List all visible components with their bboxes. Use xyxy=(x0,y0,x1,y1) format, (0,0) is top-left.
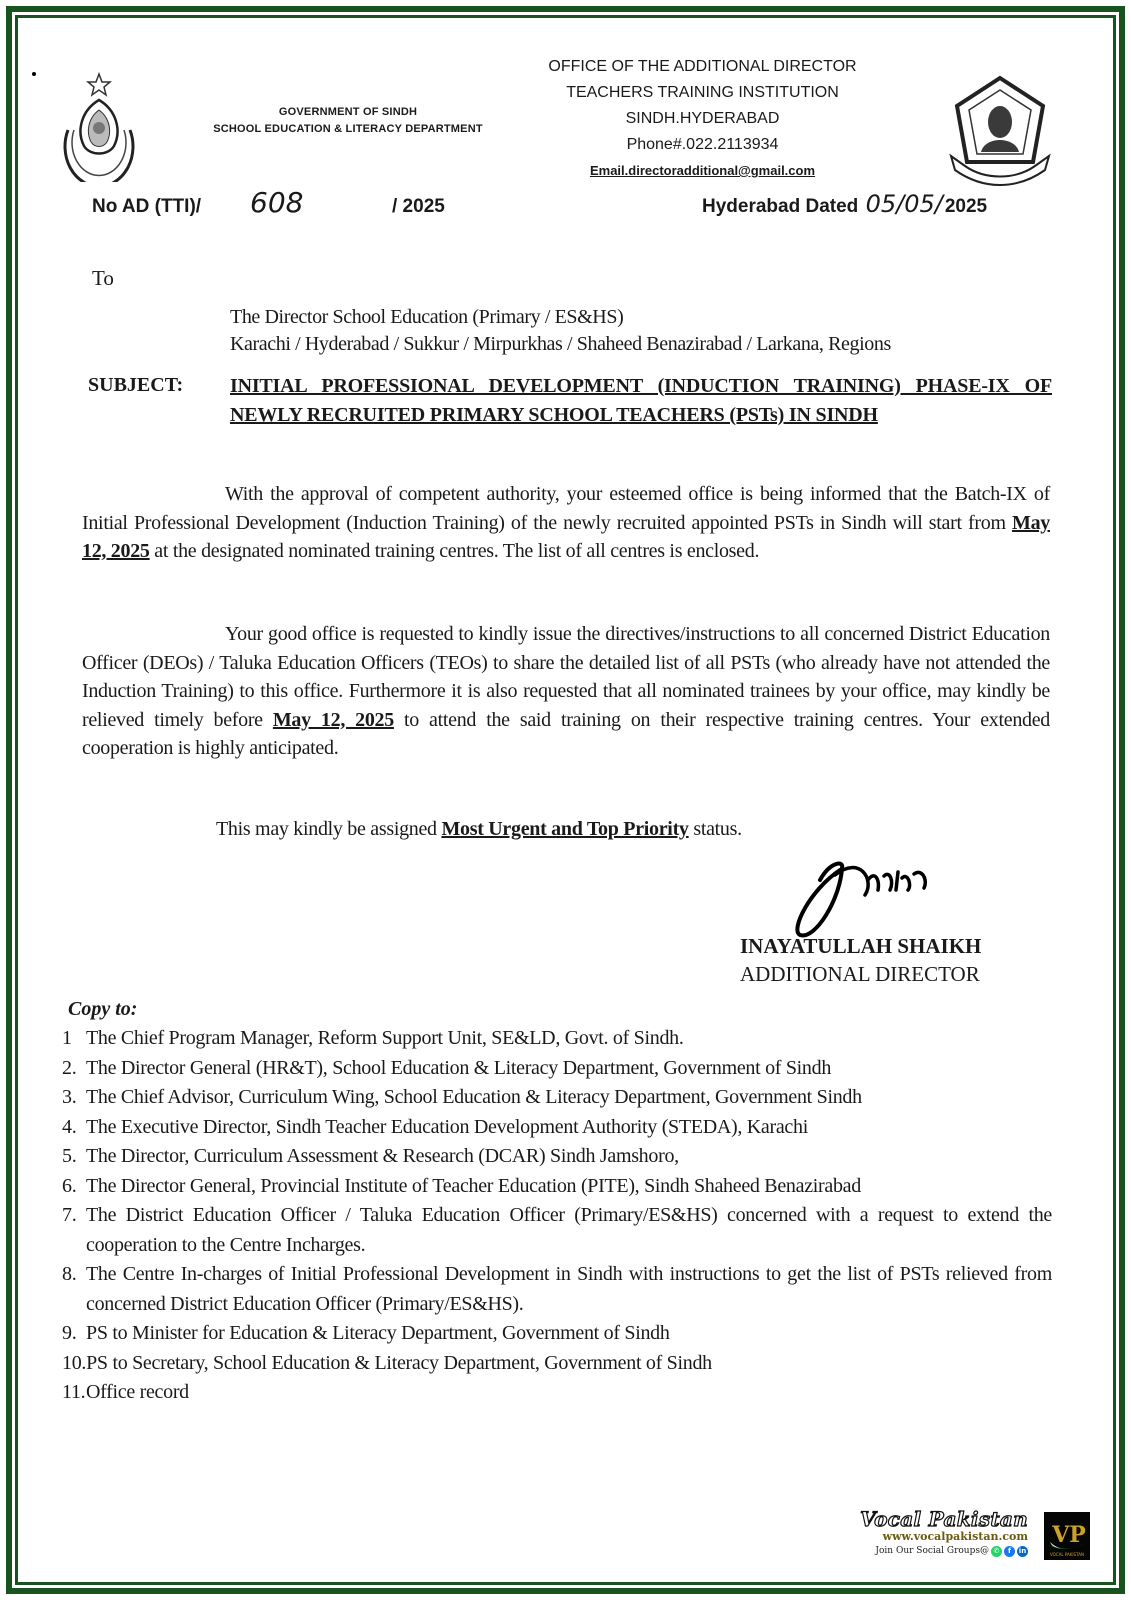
institution-line: TEACHERS TRAINING INSTITUTION xyxy=(566,84,839,101)
government-line: GOVERNMENT OF SINDH xyxy=(278,106,418,118)
copy-to-item-number: 6. xyxy=(62,1174,77,1197)
copy-to-item-text: The Chief Program Manager, Reform Support Unit, SE&LD, Govt. of Sindh. xyxy=(86,1027,684,1049)
social-groups-line xyxy=(836,1544,1028,1558)
location-line: SINDH.HYDERABAD xyxy=(625,110,780,127)
paragraph-text: With the approval of competent authority, your esteemed office is being informed that the Batch-IX of Initial Professional Development (Induction Training) of the newly recruited appointed PSTs in Sindh will start from xyxy=(82,483,1050,534)
paragraph-text: to attend the said training on their respective training centres. Your extended cooperation is highly anticipated. xyxy=(82,708,1050,759)
date-year: 2025 xyxy=(944,196,988,217)
logo-letters: VP xyxy=(1052,1522,1086,1548)
copy-to-item-number: 7. xyxy=(62,1204,77,1226)
copy-to-item-number: 1 xyxy=(62,1027,72,1049)
addressee xyxy=(230,304,891,358)
copy-to-item xyxy=(62,1024,1052,1054)
punch-mark xyxy=(32,72,36,76)
priority-line xyxy=(216,818,742,841)
copy-to-item xyxy=(62,1378,1052,1408)
date-handwritten: 05/05/ xyxy=(865,190,943,218)
signatory-title: ADDITIONAL DIRECTOR xyxy=(740,962,980,986)
subject-label: SUBJECT: xyxy=(88,374,184,396)
copy-to-item xyxy=(62,1349,1052,1379)
vocal-pakistan-watermark xyxy=(836,1508,1028,1558)
reference-year: / 2025 xyxy=(392,196,445,217)
copy-to-item-number: 8. xyxy=(62,1263,77,1285)
copy-to-item xyxy=(62,1201,1052,1260)
copy-to-item-number: 11. xyxy=(62,1381,86,1403)
facebook-icon[interactable]: f xyxy=(1004,1546,1015,1557)
copy-to-item-text: The Director General (HR&T), School Education & Literacy Department, Government of Sindh xyxy=(86,1056,832,1079)
sindh-government-emblem-icon xyxy=(58,70,140,182)
start-date: May 12, 2025 xyxy=(82,511,1050,562)
copy-to-item-text: The Centre In-charges of Initial Professional Development in Sindh with instructions to get the list of PSTs relieved from concerned District Education Officer (Primary/ES&HS). xyxy=(86,1263,1052,1315)
copy-to-item-number: 5. xyxy=(62,1145,77,1167)
copy-to-item xyxy=(62,1172,1052,1202)
copy-to-item-text: The Chief Advisor, Curriculum Wing, School Education & Literacy Department, Government Sindh xyxy=(86,1086,862,1108)
vocal-pakistan-url[interactable]: www.vocalpakistan.com xyxy=(882,1530,1028,1543)
copy-to-label: Copy to: xyxy=(68,998,138,1020)
reference-number: 608 xyxy=(250,186,304,219)
paragraph-text: at the designated nominated training centres. The list of all centres is enclosed. xyxy=(149,540,760,562)
whatsapp-icon[interactable]: ✆ xyxy=(991,1546,1002,1557)
copy-to-item-number: 2. xyxy=(62,1056,77,1079)
paragraph-approval xyxy=(82,480,1050,566)
copy-to-item-number: 4. xyxy=(62,1115,77,1138)
addressee-regions: Karachi / Hyderabad / Sukkur / Mirpurkhas / Shaheed Benazirabad / Larkana, Regions xyxy=(230,333,891,355)
copy-to-item xyxy=(62,1113,1052,1143)
copy-to-item-text: The Director, Curriculum Assessment & Research (DCAR) Sindh Jamshoro, xyxy=(86,1145,679,1167)
copy-to-item-text: PS to Secretary, School Education & Literacy Department, Government of Sindh xyxy=(86,1351,712,1374)
copy-to-item-text: The Director General, Provincial Institute of Teacher Education (PITE), Sindh Shaheed Benazirabad xyxy=(86,1174,861,1197)
signatory-name: INAYATULLAH SHAIKH xyxy=(740,934,982,958)
department-line: SCHOOL EDUCATION & LITERACY DEPARTMENT xyxy=(213,123,483,135)
office-line: OFFICE OF THE ADDITIONAL DIRECTOR xyxy=(548,58,857,75)
reference-number-label: No AD (TTI)/ xyxy=(92,196,202,217)
copy-to-item-text: Office record xyxy=(86,1381,189,1403)
to-label: To xyxy=(92,266,114,290)
date-label: Hyderabad Dated xyxy=(702,196,859,217)
copy-to-item-number: 3. xyxy=(62,1086,77,1108)
copy-to-item xyxy=(62,1319,1052,1349)
priority-text: status. xyxy=(688,818,742,840)
copy-to-item-text: PS to Minister for Education & Literacy Department, Government of Sindh xyxy=(86,1322,670,1344)
priority-text: This may kindly be assigned xyxy=(216,818,442,840)
copy-to-item xyxy=(62,1142,1052,1172)
logo-caption: VOCAL PAKISTAN xyxy=(1050,1552,1084,1557)
copy-to-item-number: 9. xyxy=(62,1322,77,1344)
phone-line: Phone#.022.2113934 xyxy=(626,136,779,153)
copy-to-item xyxy=(62,1083,1052,1113)
priority-status: Most Urgent and Top Priority xyxy=(441,818,689,840)
copy-to-item xyxy=(62,1260,1052,1319)
date-line xyxy=(702,190,987,218)
vocal-pakistan-logo-icon xyxy=(1044,1512,1090,1560)
signatory-block xyxy=(740,932,1020,988)
relieve-date: May 12, 2025 xyxy=(272,708,394,731)
government-heading xyxy=(188,104,508,138)
subject-text: INITIAL PROFESSIONAL DEVELOPMENT (INDUCTION TRAINING) PHASE-IX OF NEWLY RECRUITED PRIMARY SCHOOL TEACHERS (PSTs) IN SINDH xyxy=(230,375,1052,426)
copy-to-item-number: 10. xyxy=(62,1351,87,1374)
copy-to-item xyxy=(62,1054,1052,1084)
signature-icon xyxy=(780,850,980,940)
addressee-line: The Director School Education (Primary / ES&HS) xyxy=(230,306,624,328)
join-social-text: Join Our Social Groups@ xyxy=(875,1546,989,1556)
teachers-training-institution-emblem-icon xyxy=(945,70,1055,190)
copy-to-item-text: The District Education Officer / Taluka Education Officer (Primary/ES&HS) concerned with a request to extend the cooperation to the Centre Incharges. xyxy=(86,1204,1052,1256)
copy-to-list xyxy=(62,1024,1052,1408)
paragraph-request xyxy=(82,620,1050,763)
copy-to-item-text: The Executive Director, Sindh Teacher Education Development Authority (STEDA), Karachi xyxy=(86,1115,808,1138)
email-link[interactable]: Email.directoradditional@gmail.com xyxy=(589,163,816,178)
linkedin-icon[interactable]: in xyxy=(1018,1546,1027,1555)
office-heading xyxy=(530,54,875,184)
vocal-pakistan-brand: Vocal Pakistan xyxy=(860,1507,1028,1531)
paragraph-text: Your good office is requested to kindly issue the directives/instructions to all concerned District Education Officer (DEOs) / Taluka Education Officers (TEOs) to share the detailed list of all PSTs (who already have not attended the Induction Training) to this office. Furthermore it is also requested that all nominated trainees by your office, may kindly be relieved timely before xyxy=(82,623,1050,731)
